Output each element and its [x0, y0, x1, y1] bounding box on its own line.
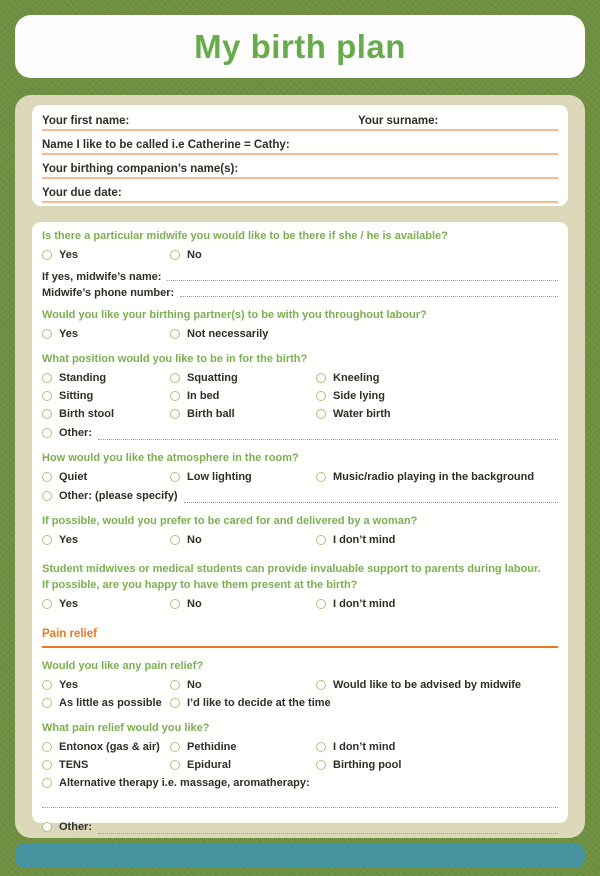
radio-icon[interactable] — [42, 391, 52, 401]
option-label: Birth ball — [187, 408, 235, 420]
option-side-lying[interactable] — [316, 387, 558, 405]
radio-icon[interactable] — [42, 760, 52, 770]
option-label: I’d like to decide at the time — [187, 697, 331, 709]
options-grid — [42, 595, 558, 613]
midwife-name-label: If yes, midwife’s name: — [42, 271, 162, 283]
option-label: Yes — [59, 328, 78, 340]
option-birthing-pool[interactable] — [316, 756, 558, 774]
radio-icon[interactable] — [42, 329, 52, 339]
radio-icon[interactable] — [170, 680, 180, 690]
option-label: Birth stool — [59, 408, 114, 420]
option-yes[interactable] — [42, 246, 170, 264]
option-label: Would like to be advised by midwife — [333, 679, 522, 691]
option-other[interactable] — [42, 423, 558, 442]
option-pethidine[interactable] — [170, 738, 316, 756]
radio-icon[interactable] — [170, 599, 180, 609]
options-grid — [42, 676, 558, 712]
option-squatting[interactable] — [170, 369, 316, 387]
write-in-line[interactable] — [129, 115, 358, 129]
first-name-field — [42, 115, 358, 129]
radio-icon[interactable] — [42, 778, 52, 788]
surname-field — [358, 115, 558, 129]
pain-relief-heading: Pain relief — [42, 628, 558, 648]
option-as-little-as-possible[interactable] — [42, 694, 170, 712]
option-birth-stool[interactable] — [42, 405, 170, 423]
option-label: Epidural — [187, 759, 232, 771]
option-sitting[interactable] — [42, 387, 170, 405]
radio-icon[interactable] — [170, 250, 180, 260]
radio-icon[interactable] — [42, 599, 52, 609]
preferred-name-row — [42, 132, 558, 155]
option-label: As little as possible — [59, 697, 162, 709]
due-date-label: Your due date: — [42, 187, 122, 199]
options-grid — [42, 531, 558, 549]
option-low-lighting[interactable] — [170, 468, 316, 486]
write-in-line[interactable] — [167, 271, 558, 281]
option-no[interactable] — [170, 676, 316, 694]
students-note: Student midwives or medical students can provide invaluable support to parents during labour. — [42, 563, 541, 575]
footer-bar — [15, 843, 585, 868]
option-label: No — [187, 534, 202, 546]
option-label: Side lying — [333, 390, 385, 402]
questions-card — [32, 222, 568, 833]
radio-icon[interactable] — [170, 329, 180, 339]
radio-icon[interactable] — [170, 391, 180, 401]
question-midwife: Is there a particular midwife you would like to be there if she / he is available? — [42, 230, 448, 242]
option-yes[interactable] — [42, 325, 170, 343]
radio-icon[interactable] — [42, 409, 52, 419]
option-label: Entonox (gas & air) — [59, 741, 160, 753]
option-other-specify[interactable] — [42, 486, 558, 505]
option-label: Water birth — [333, 408, 391, 420]
page-title: My birth plan — [194, 27, 406, 65]
radio-icon[interactable] — [316, 760, 326, 770]
option-alternative-therapy[interactable] — [42, 774, 558, 792]
radio-icon[interactable] — [316, 472, 326, 482]
option-label: Kneeling — [333, 372, 380, 384]
radio-icon[interactable] — [42, 373, 52, 383]
question-woman: If possible, would you prefer to be cared for and delivered by a woman? — [42, 515, 418, 527]
option-label: I don’t mind — [333, 598, 396, 610]
option-label: Pethidine — [187, 741, 237, 753]
option-label: Yes — [59, 534, 78, 546]
option-label: Squatting — [187, 372, 238, 384]
due-date-row — [42, 180, 558, 203]
option-not-necessarily[interactable] — [170, 325, 316, 343]
radio-icon[interactable] — [316, 373, 326, 383]
option-label: Other: — [59, 820, 92, 833]
option-in-bed[interactable] — [170, 387, 316, 405]
options-grid — [42, 325, 558, 343]
option-yes[interactable] — [42, 531, 170, 549]
radio-icon[interactable] — [170, 472, 180, 482]
radio-icon[interactable] — [170, 698, 180, 708]
surname-label: Your surname: — [358, 115, 439, 127]
radio-icon[interactable] — [42, 698, 52, 708]
companion-label: Your birthing companion’s name(s): — [42, 163, 239, 175]
radio-icon[interactable] — [42, 250, 52, 260]
option-water-birth[interactable] — [316, 405, 558, 423]
option-label: Music/radio playing in the background — [333, 471, 535, 483]
option-dont-mind[interactable] — [316, 595, 558, 613]
question-students: If possible, are you happy to have them present at the birth? — [42, 579, 358, 591]
option-tens[interactable] — [42, 756, 170, 774]
radio-icon[interactable] — [316, 742, 326, 752]
form-card — [15, 95, 585, 838]
radio-icon[interactable] — [42, 472, 52, 482]
radio-icon[interactable] — [316, 391, 326, 401]
write-in-line[interactable] — [180, 287, 558, 297]
write-in-line[interactable] — [98, 824, 558, 834]
options-grid — [42, 246, 558, 264]
option-no[interactable] — [170, 531, 316, 549]
option-dont-mind[interactable] — [316, 738, 558, 756]
options-grid — [42, 369, 558, 423]
option-label: Low lighting — [187, 471, 252, 483]
write-in-line[interactable] — [438, 115, 558, 129]
radio-icon[interactable] — [316, 680, 326, 690]
radio-icon[interactable] — [170, 760, 180, 770]
option-entonox[interactable] — [42, 738, 170, 756]
option-label: Standing — [59, 372, 107, 384]
option-label: Yes — [59, 598, 78, 610]
companion-row — [42, 156, 558, 179]
radio-icon[interactable] — [42, 742, 52, 752]
question-position: What position would you like to be in for the birth? — [42, 353, 308, 365]
preferred-name-label: Name I like to be called i.e Catherine = Cathy: — [42, 139, 290, 151]
option-no[interactable] — [170, 595, 316, 613]
radio-icon[interactable] — [316, 535, 326, 545]
radio-icon[interactable] — [316, 599, 326, 609]
midwife-phone-field — [42, 287, 558, 299]
option-decide-at-time[interactable] — [170, 694, 331, 712]
option-no[interactable] — [170, 246, 316, 264]
option-label: Alternative therapy i.e. massage, aromatherapy: — [59, 777, 310, 789]
midwife-phone-label: Midwife’s phone number: — [42, 287, 175, 299]
radio-icon[interactable] — [42, 428, 52, 438]
option-label: Yes — [59, 679, 78, 691]
option-label: Other: (please specify) — [59, 489, 178, 502]
option-label: Quiet — [59, 471, 88, 483]
option-yes[interactable] — [42, 595, 170, 613]
question-pain-type: What pain relief would you like? — [42, 722, 210, 734]
write-in-line[interactable] — [98, 430, 558, 440]
option-label: No — [187, 249, 202, 261]
option-label: I don’t mind — [333, 534, 396, 546]
question-atmosphere: How would you like the atmosphere in the room? — [42, 452, 299, 464]
option-label: In bed — [187, 390, 220, 402]
write-in-line[interactable] — [42, 807, 558, 808]
midwife-name-field — [42, 271, 558, 283]
option-label: No — [187, 679, 202, 691]
name-details-card — [32, 105, 568, 206]
radio-icon[interactable] — [170, 742, 180, 752]
radio-icon[interactable] — [42, 822, 52, 832]
radio-icon[interactable] — [316, 409, 326, 419]
option-label: Not necessarily — [187, 328, 269, 340]
name-row — [42, 108, 558, 131]
option-dont-mind[interactable] — [316, 531, 558, 549]
options-grid — [42, 468, 558, 486]
options-grid — [42, 738, 558, 774]
option-label: Sitting — [59, 390, 94, 402]
radio-icon[interactable] — [170, 373, 180, 383]
option-label: Other: — [59, 426, 92, 439]
option-yes[interactable] — [42, 676, 170, 694]
radio-icon[interactable] — [42, 680, 52, 690]
option-advised-by-midwife[interactable] — [316, 676, 558, 694]
option-label: I don’t mind — [333, 741, 396, 753]
radio-icon[interactable] — [170, 535, 180, 545]
option-music-radio[interactable] — [316, 468, 558, 486]
option-quiet[interactable] — [42, 468, 170, 486]
option-other[interactable] — [42, 817, 558, 836]
question-partner: Would you like your birthing partner(s) to be with you throughout labour? — [42, 309, 427, 321]
radio-icon[interactable] — [42, 535, 52, 545]
radio-icon[interactable] — [42, 491, 52, 501]
option-label: Birthing pool — [333, 759, 402, 771]
radio-icon[interactable] — [170, 409, 180, 419]
option-epidural[interactable] — [170, 756, 316, 774]
option-label: No — [187, 598, 202, 610]
option-kneeling[interactable] — [316, 369, 558, 387]
question-pain-relief: Would you like any pain relief? — [42, 660, 204, 672]
header-card — [15, 15, 585, 78]
option-label: Yes — [59, 249, 78, 261]
option-label: TENS — [59, 759, 89, 771]
write-in-line[interactable] — [184, 493, 558, 503]
option-standing[interactable] — [42, 369, 170, 387]
option-birth-ball[interactable] — [170, 405, 316, 423]
first-name-label: Your first name: — [42, 115, 130, 127]
